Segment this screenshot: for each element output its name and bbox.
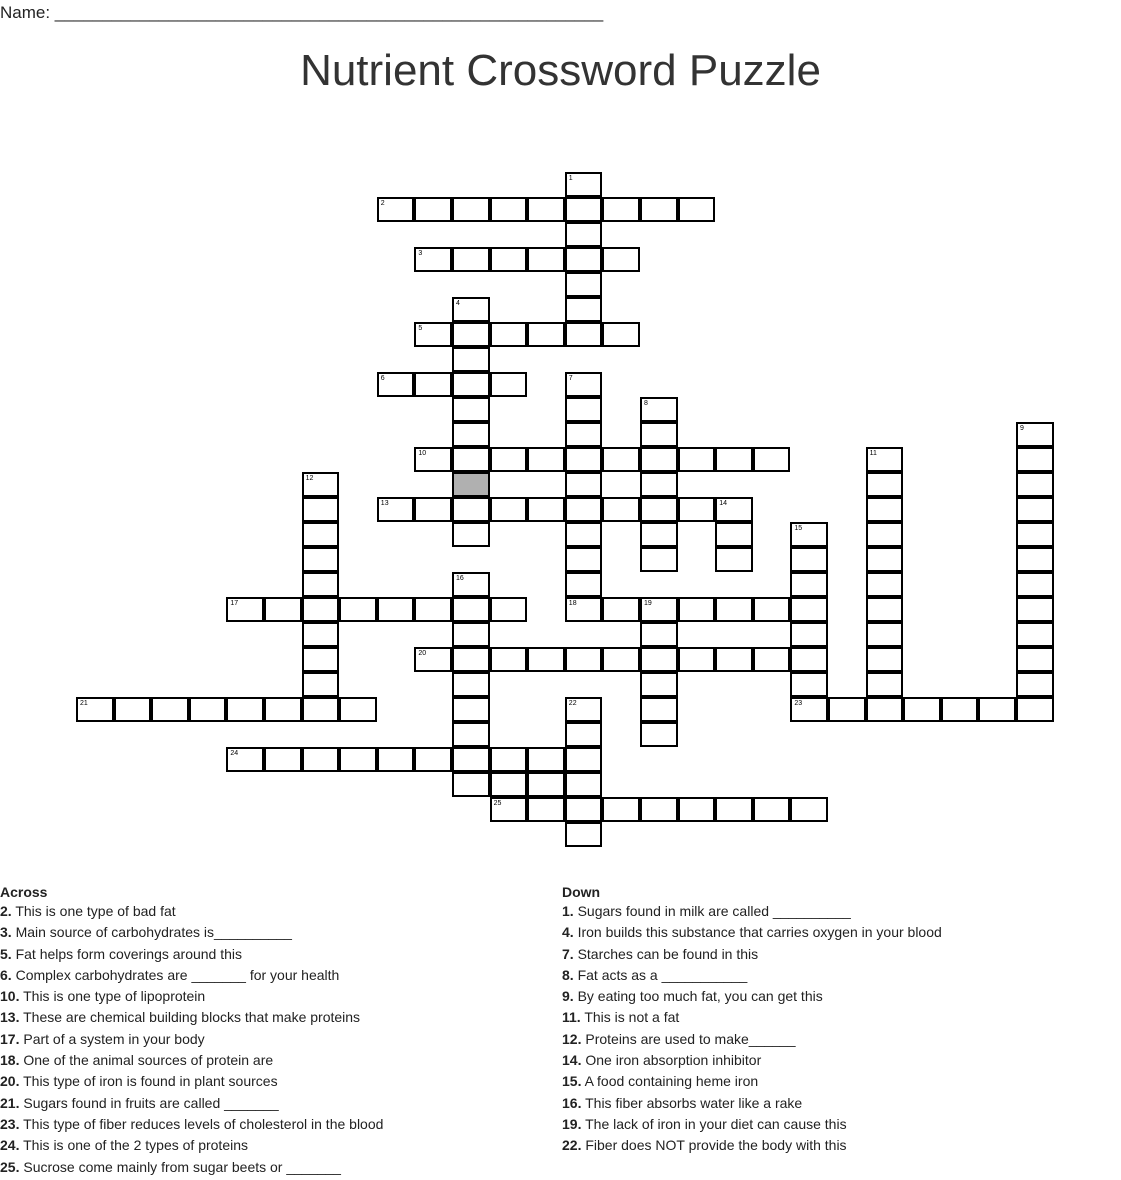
- grid-cell[interactable]: [452, 322, 490, 347]
- across-clues: [0, 883, 383, 1178]
- clue-item: [0, 1050, 383, 1071]
- grid-cell[interactable]: [565, 797, 603, 822]
- clue-text: One of the animal sources of protein are: [19, 1052, 274, 1069]
- cell-number: 8: [644, 400, 648, 407]
- grid-cell[interactable]: [377, 197, 415, 222]
- grid-cell[interactable]: [565, 472, 603, 497]
- grid-cell[interactable]: [903, 697, 941, 722]
- grid-cell[interactable]: [640, 697, 678, 722]
- clue-item: [0, 1093, 383, 1114]
- clue-text: Part of a system in your body: [19, 1030, 205, 1047]
- grid-cell[interactable]: [302, 747, 340, 772]
- grid-cell[interactable]: [264, 597, 302, 622]
- grid-cell[interactable]: [1016, 672, 1054, 697]
- grid-cell[interactable]: [602, 647, 640, 672]
- clue-text: Iron builds this substance that carries oxygen in your blood: [573, 924, 942, 941]
- grid-cell[interactable]: [790, 547, 828, 572]
- grid-cell[interactable]: [490, 747, 528, 772]
- grid-cell[interactable]: [452, 622, 490, 647]
- grid-cell[interactable]: [339, 597, 377, 622]
- clue-number: 7.: [562, 945, 574, 962]
- clue-number: 15.: [562, 1073, 582, 1090]
- grid-cell[interactable]: [1016, 572, 1054, 597]
- grid-cell[interactable]: [339, 697, 377, 722]
- grid-cell[interactable]: [640, 397, 678, 422]
- clue-item: [562, 1029, 942, 1050]
- grid-cell[interactable]: [1016, 547, 1054, 572]
- clue-number: 8.: [562, 966, 574, 983]
- cell-number: 16: [456, 575, 464, 582]
- grid-cell[interactable]: [790, 572, 828, 597]
- page-title: Nutrient Crossword Puzzle: [300, 46, 821, 95]
- grid-cell[interactable]: [1016, 447, 1054, 472]
- clue-item: [0, 922, 383, 943]
- grid-cell[interactable]: [452, 422, 490, 447]
- grid-cell[interactable]: [565, 247, 603, 272]
- clue-number: 3.: [0, 924, 12, 941]
- grid-cell[interactable]: [452, 197, 490, 222]
- grid-cell[interactable]: [452, 572, 490, 597]
- grid-cell[interactable]: [490, 772, 528, 797]
- clue-number: 13.: [0, 1009, 20, 1026]
- grid-cell[interactable]: [189, 697, 227, 722]
- grid-cell[interactable]: [640, 597, 678, 622]
- grid-cell[interactable]: [565, 597, 603, 622]
- grid-cell[interactable]: [1016, 647, 1054, 672]
- grid-cell[interactable]: [76, 697, 114, 722]
- cell-number: 3: [418, 250, 423, 257]
- grid-cell[interactable]: [452, 297, 490, 322]
- grid-cell[interactable]: [452, 372, 490, 397]
- grid-cell[interactable]: [490, 197, 528, 222]
- grid-cell[interactable]: [527, 497, 565, 522]
- cell-number: 25: [493, 800, 502, 807]
- grid-cell[interactable]: [565, 497, 603, 522]
- clue-number: 4.: [562, 924, 574, 941]
- clue-number: 14.: [562, 1052, 582, 1069]
- clue-text: This is one of the 2 types of proteins: [19, 1137, 249, 1154]
- grid-cell[interactable]: [715, 647, 753, 672]
- clue-text: Proteins are used to make______: [581, 1030, 796, 1047]
- grid-cell[interactable]: [602, 597, 640, 622]
- grid-cell[interactable]: [565, 697, 603, 722]
- clue-number: 19.: [562, 1115, 582, 1132]
- grid-cell[interactable]: [302, 472, 340, 497]
- grid-cell[interactable]: [678, 197, 716, 222]
- grid-cell[interactable]: [715, 497, 753, 522]
- down-clues: [562, 883, 942, 1157]
- grid-cell[interactable]: [377, 747, 415, 772]
- clue-item: [0, 1029, 383, 1050]
- grid-cell[interactable]: [226, 697, 264, 722]
- grid-cell[interactable]: [640, 622, 678, 647]
- cell-number: 9: [1020, 425, 1024, 432]
- grid-cell[interactable]: [414, 322, 452, 347]
- grid-cell[interactable]: [565, 647, 603, 672]
- grid-cell[interactable]: [753, 647, 791, 672]
- grid-cell[interactable]: [866, 622, 904, 647]
- grid-cell[interactable]: [490, 447, 528, 472]
- clue-number: 21.: [0, 1094, 20, 1111]
- clue-item: [562, 1007, 942, 1028]
- grid-cell[interactable]: [490, 497, 528, 522]
- grid-cell[interactable]: [640, 547, 678, 572]
- grid-cell[interactable]: [452, 597, 490, 622]
- grid-cell[interactable]: [302, 522, 340, 547]
- grid-cell[interactable]: [226, 597, 264, 622]
- grid-cell[interactable]: [565, 372, 603, 397]
- grid-cell[interactable]: [640, 497, 678, 522]
- grid-cell[interactable]: [414, 747, 452, 772]
- grid-cell[interactable]: [565, 297, 603, 322]
- grid-cell[interactable]: [527, 747, 565, 772]
- grid-cell[interactable]: [565, 772, 603, 797]
- grid-cell[interactable]: [414, 497, 452, 522]
- clue-item: [562, 922, 942, 943]
- clue-text: By eating too much fat, you can get this: [573, 988, 823, 1005]
- grid-cell[interactable]: [114, 697, 152, 722]
- clue-text: This fiber absorbs water like a rake: [581, 1094, 803, 1111]
- grid-cell[interactable]: [602, 247, 640, 272]
- clue-item: [562, 1050, 942, 1071]
- clue-text: Fat acts as a ___________: [573, 966, 748, 983]
- grid-cell[interactable]: [640, 422, 678, 447]
- clue-number: 17.: [0, 1030, 20, 1047]
- grid-cell[interactable]: [866, 697, 904, 722]
- clue-text: These are chemical building blocks that make proteins: [19, 1009, 361, 1026]
- grid-cell[interactable]: [790, 797, 828, 822]
- clue-number: 1.: [562, 903, 574, 919]
- clue-text: Sugars found in fruits are called _______: [19, 1094, 279, 1111]
- grid-cell[interactable]: [790, 522, 828, 547]
- grid-cell[interactable]: [565, 447, 603, 472]
- grid-cell[interactable]: [490, 647, 528, 672]
- cell-number: 5: [418, 325, 423, 332]
- cell-number: 10: [418, 450, 427, 457]
- grid-cell[interactable]: [377, 497, 415, 522]
- grid-cell[interactable]: [414, 647, 452, 672]
- grid-cell[interactable]: [790, 647, 828, 672]
- grid-cell[interactable]: [753, 597, 791, 622]
- grid-cell[interactable]: [866, 647, 904, 672]
- grid-cell[interactable]: [565, 397, 603, 422]
- cell-number: 12: [305, 475, 314, 482]
- grid-cell[interactable]: [602, 197, 640, 222]
- clue-number: 10.: [0, 988, 20, 1005]
- clue-number: 16.: [562, 1094, 582, 1111]
- clue-item: [0, 1157, 383, 1178]
- grid-cell[interactable]: [452, 747, 490, 772]
- clue-number: 20.: [0, 1073, 20, 1090]
- grid-cell[interactable]: [866, 572, 904, 597]
- grid-cell[interactable]: [602, 447, 640, 472]
- grid-cell[interactable]: [565, 547, 603, 572]
- grid-cell[interactable]: [790, 697, 828, 722]
- grid-cell[interactable]: [565, 272, 603, 297]
- grid-cell[interactable]: [565, 522, 603, 547]
- grid-cell[interactable]: [640, 472, 678, 497]
- grid-cell[interactable]: [866, 597, 904, 622]
- grid-cell[interactable]: [452, 697, 490, 722]
- grid-cell[interactable]: [678, 797, 716, 822]
- cell-number: 7: [568, 375, 573, 382]
- grid-cell[interactable]: [490, 597, 528, 622]
- clue-item: [0, 986, 383, 1007]
- clue-item: [0, 901, 383, 922]
- down-clue-list: [562, 901, 942, 1157]
- grid-cell[interactable]: [866, 547, 904, 572]
- cell-number: 15: [794, 525, 803, 532]
- grid-cell[interactable]: [790, 672, 828, 697]
- grid-cell[interactable]: [678, 647, 716, 672]
- down-heading: Down: [562, 884, 601, 900]
- cell-number: 24: [230, 750, 239, 757]
- grid-cell[interactable]: [452, 772, 490, 797]
- clue-item: [0, 1007, 383, 1028]
- grid-cell[interactable]: [452, 497, 490, 522]
- grid-cell[interactable]: [452, 447, 490, 472]
- grid-cell[interactable]: [866, 447, 904, 472]
- clue-text: One iron absorption inhibitor: [581, 1052, 762, 1069]
- grid-cell[interactable]: [452, 722, 490, 747]
- grid-cell[interactable]: [377, 372, 415, 397]
- grid-cell[interactable]: [866, 672, 904, 697]
- grid-cell[interactable]: [452, 647, 490, 672]
- grid-cell[interactable]: [302, 547, 340, 572]
- grid-cell[interactable]: [715, 522, 753, 547]
- grid-cell[interactable]: [790, 597, 828, 622]
- clue-text: Fiber does NOT provide the body with this: [581, 1137, 847, 1154]
- grid-cell[interactable]: [978, 697, 1016, 722]
- clue-number: 23.: [0, 1115, 20, 1132]
- grid-cell[interactable]: [565, 197, 603, 222]
- grid-cell[interactable]: [715, 447, 753, 472]
- cell-number: 22: [568, 700, 577, 707]
- grid-cell[interactable]: [452, 397, 490, 422]
- clue-text: Main source of carbohydrates is__________: [11, 924, 292, 941]
- grid-cell[interactable]: [302, 572, 340, 597]
- grid-cell[interactable]: [753, 797, 791, 822]
- grid-cell[interactable]: [1016, 597, 1054, 622]
- across-clue-list: [0, 901, 383, 1178]
- grid-cell[interactable]: [302, 622, 340, 647]
- clue-number: 9.: [562, 988, 574, 1005]
- grid-cell[interactable]: [264, 747, 302, 772]
- grid-cell[interactable]: [565, 222, 603, 247]
- grid-cell[interactable]: [1016, 472, 1054, 497]
- grid-cell[interactable]: [715, 797, 753, 822]
- grid-cell[interactable]: [640, 797, 678, 822]
- grid-cell[interactable]: [527, 197, 565, 222]
- cell-number: 17: [230, 600, 239, 607]
- grid-cell[interactable]: [640, 722, 678, 747]
- cell-number: 20: [418, 650, 427, 657]
- grid-cell[interactable]: [1016, 522, 1054, 547]
- clue-item: [0, 1071, 383, 1092]
- clue-number: 5.: [0, 945, 12, 962]
- clue-text: This is one type of bad fat: [11, 903, 176, 919]
- grid-cell[interactable]: [527, 772, 565, 797]
- clue-text: Starches can be found in this: [573, 945, 759, 962]
- clue-number: 11.: [562, 1009, 581, 1026]
- grid-cell[interactable]: [640, 197, 678, 222]
- grid-cell[interactable]: [678, 597, 716, 622]
- grid-cell[interactable]: [452, 522, 490, 547]
- clue-number: 2.: [0, 903, 12, 919]
- grid-cell[interactable]: [1016, 622, 1054, 647]
- grid-cell[interactable]: [302, 597, 340, 622]
- grid-cell[interactable]: [452, 247, 490, 272]
- grid-cell[interactable]: [678, 497, 716, 522]
- clue-item: [562, 986, 942, 1007]
- clue-text: Sugars found in milk are called __________: [573, 903, 851, 919]
- clue-item: [0, 1114, 383, 1135]
- cell-number: 14: [719, 500, 727, 507]
- grid-cell[interactable]: [602, 797, 640, 822]
- clue-number: 25.: [0, 1158, 20, 1175]
- cell-number: 2: [380, 200, 385, 207]
- grid-cell[interactable]: [302, 697, 340, 722]
- clue-item: [562, 1135, 942, 1156]
- grid-cell[interactable]: [828, 697, 866, 722]
- clue-item: [562, 965, 942, 986]
- grid-cell[interactable]: [490, 372, 528, 397]
- grid-cell[interactable]: [1016, 422, 1054, 447]
- grid-cell[interactable]: [602, 497, 640, 522]
- grid-cell[interactable]: [452, 347, 490, 372]
- grid-cell[interactable]: [866, 472, 904, 497]
- clue-text: The lack of iron in your diet can cause this: [581, 1115, 847, 1132]
- shaded-cell: [452, 472, 490, 497]
- grid-cell[interactable]: [565, 747, 603, 772]
- clue-text: This type of fiber reduces levels of cholesterol in the blood: [19, 1115, 384, 1132]
- clue-item: [562, 1093, 942, 1114]
- grid-cell[interactable]: [490, 797, 528, 822]
- grid-cell[interactable]: [414, 447, 452, 472]
- clue-number: 22.: [562, 1137, 582, 1154]
- grid-cell[interactable]: [414, 197, 452, 222]
- clue-item: [0, 944, 383, 965]
- grid-cell[interactable]: [602, 322, 640, 347]
- grid-cell[interactable]: [377, 597, 415, 622]
- cell-number: 6: [380, 375, 385, 382]
- grid-cell[interactable]: [941, 697, 979, 722]
- grid-cell[interactable]: [640, 447, 678, 472]
- grid-cell[interactable]: [565, 172, 603, 197]
- cell-number: 1: [568, 175, 573, 182]
- cell-number: 19: [644, 600, 652, 607]
- grid-cell[interactable]: [414, 372, 452, 397]
- grid-cell[interactable]: [339, 747, 377, 772]
- cell-number: 11: [869, 450, 877, 457]
- grid-cell[interactable]: [151, 697, 189, 722]
- grid-cell[interactable]: [226, 747, 264, 772]
- name-field[interactable]: Name: __________________________________________________________: [0, 3, 604, 22]
- clue-number: 18.: [0, 1052, 20, 1069]
- grid-cell[interactable]: [565, 422, 603, 447]
- cell-number: 13: [380, 500, 389, 507]
- grid-cell[interactable]: [1016, 697, 1054, 722]
- grid-cell[interactable]: [527, 447, 565, 472]
- grid-cell[interactable]: [490, 247, 528, 272]
- grid-cell[interactable]: [753, 447, 791, 472]
- grid-cell[interactable]: [264, 697, 302, 722]
- grid-cell[interactable]: [1016, 497, 1054, 522]
- grid-cell[interactable]: [490, 322, 528, 347]
- clue-item: [562, 944, 942, 965]
- grid-cell[interactable]: [452, 672, 490, 697]
- grid-cell[interactable]: [790, 622, 828, 647]
- grid-cell[interactable]: [866, 522, 904, 547]
- clue-item: [0, 965, 383, 986]
- grid-cell[interactable]: [678, 447, 716, 472]
- clue-text: This is not a fat: [580, 1009, 680, 1026]
- clue-number: 12.: [562, 1030, 582, 1047]
- grid-cell[interactable]: [565, 822, 603, 847]
- across-heading: Across: [0, 884, 48, 900]
- clue-text: A food containing heme iron: [581, 1073, 759, 1090]
- grid-cell[interactable]: [565, 572, 603, 597]
- cell-number: 23: [794, 700, 803, 707]
- clue-number: 24.: [0, 1137, 20, 1154]
- grid-cell[interactable]: [414, 597, 452, 622]
- grid-cell[interactable]: [640, 522, 678, 547]
- grid-cell[interactable]: [866, 497, 904, 522]
- grid-cell[interactable]: [565, 722, 603, 747]
- grid-cell[interactable]: [715, 547, 753, 572]
- grid-cell[interactable]: [302, 497, 340, 522]
- grid-cell[interactable]: [715, 597, 753, 622]
- grid-cell[interactable]: [527, 647, 565, 672]
- clue-text: Complex carbohydrates are _______ for your health: [11, 966, 340, 983]
- clue-text: This type of iron is found in plant sources: [19, 1073, 278, 1090]
- clue-number: 6.: [0, 966, 12, 983]
- grid-cell[interactable]: [414, 247, 452, 272]
- clue-item: [562, 1114, 942, 1135]
- grid-cell[interactable]: [640, 647, 678, 672]
- grid-cell[interactable]: [527, 322, 565, 347]
- cell-number: 21: [80, 700, 88, 707]
- grid-cell[interactable]: [640, 672, 678, 697]
- grid-cell[interactable]: [302, 672, 340, 697]
- grid-cell[interactable]: [527, 797, 565, 822]
- clue-text: This is one type of lipoprotein: [19, 988, 206, 1005]
- cell-number: 4: [456, 300, 460, 307]
- grid-cell[interactable]: [527, 247, 565, 272]
- cell-number: 18: [568, 600, 577, 607]
- clue-text: Sucrose come mainly from sugar beets or _______: [19, 1158, 341, 1175]
- clue-item: [562, 901, 942, 922]
- grid-cell[interactable]: [302, 647, 340, 672]
- clue-item: [0, 1135, 383, 1156]
- grid-cell[interactable]: [565, 322, 603, 347]
- clue-item: [562, 1071, 942, 1092]
- clue-text: Fat helps form coverings around this: [11, 945, 243, 962]
